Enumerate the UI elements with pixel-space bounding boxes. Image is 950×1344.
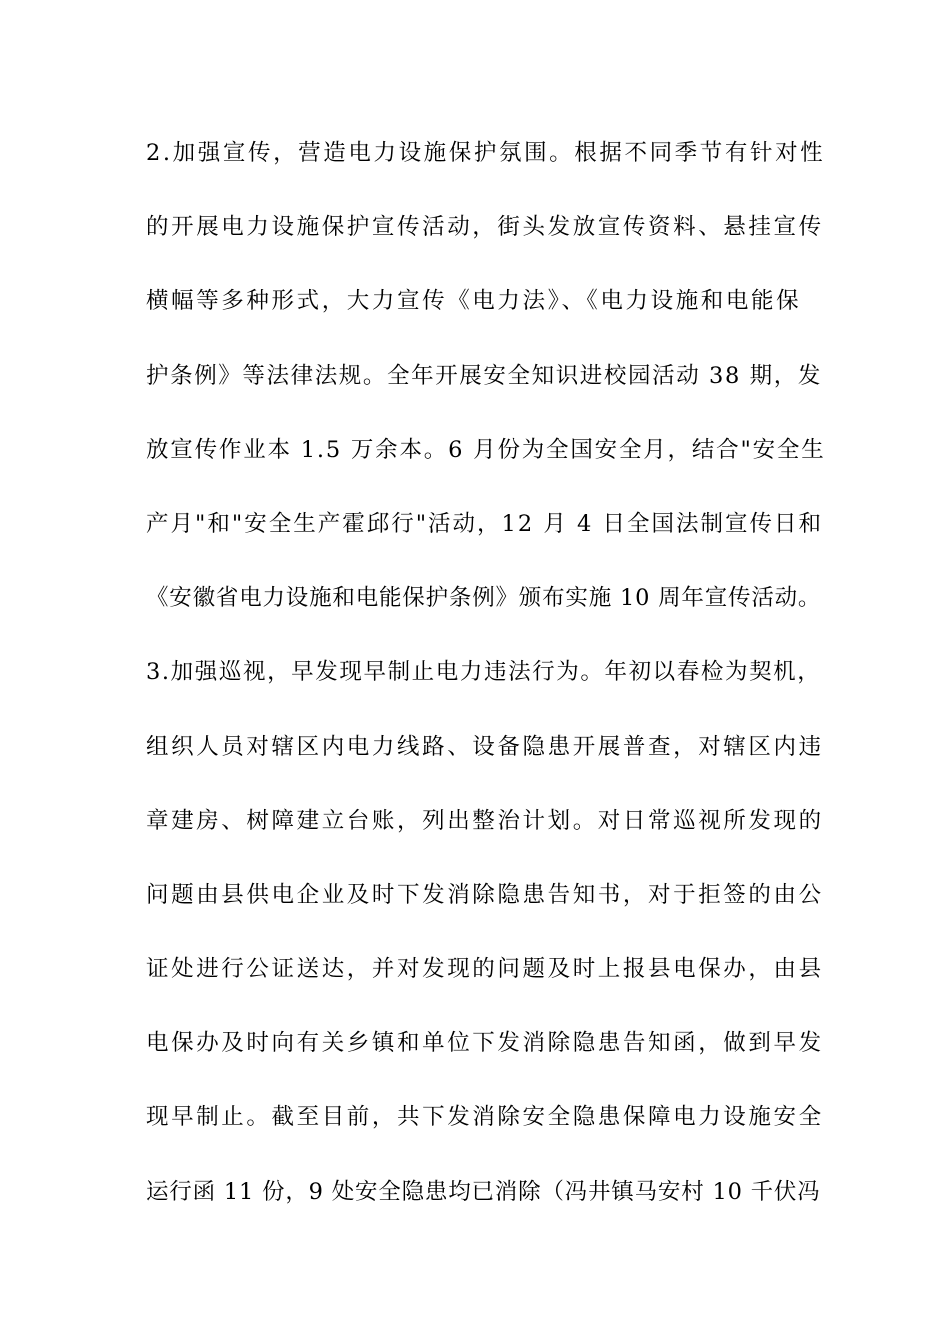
text-line: 护条例》等法律法规。全年开展安全知识进校园活动 38 期，发 bbox=[146, 362, 822, 389]
text-line: 电保办及时向有关乡镇和单位下发消除隐患告知函，做到早发 bbox=[146, 1030, 824, 1057]
text-line: 现早制止。截至目前，共下发消除安全隐患保障电力设施安全 bbox=[146, 1104, 824, 1131]
text-line: 横幅等多种形式，大力宣传《电力法》、《电力设施和电能保 bbox=[146, 288, 802, 315]
text-line: 放宣传作业本 1.5 万余本。6 月份为全国安全月，结合"安全生 bbox=[146, 436, 826, 463]
text-line: 产月"和"安全生产霍邱行"活动，12 月 4 日全国法制宣传日和 bbox=[146, 510, 823, 537]
text-line: 《安徽省电力设施和电能保护条例》颁布实施 10 周年宣传活动。 bbox=[146, 585, 822, 612]
text-line: 2.加强宣传，营造电力设施保护氛围。根据不同季节有针对性 bbox=[146, 140, 826, 166]
text-line: 运行函 11 份，9 处安全隐患均已消除（冯井镇马安村 10 千伏冯 bbox=[146, 1178, 821, 1205]
text-line: 问题由县供电企业及时下发消除隐患告知书，对于拒签的由公 bbox=[146, 881, 824, 908]
document-body bbox=[146, 134, 826, 1247]
text-line: 3.加强巡视，早发现早制止电力违法行为。年初以春检为契机， bbox=[146, 659, 822, 686]
text-line: 证处进行公证送达，并对发现的问题及时上报县电保办，由县 bbox=[146, 956, 824, 983]
text-line: 的开展电力设施保护宣传活动，街头发放宣传资料、悬挂宣传 bbox=[146, 214, 824, 241]
text-line: 章建房、树障建立台账，列出整治计划。对日常巡视所发现的 bbox=[146, 807, 824, 834]
text-line: 组织人员对辖区内电力线路、设备隐患开展普查，对辖区内违 bbox=[146, 733, 824, 760]
